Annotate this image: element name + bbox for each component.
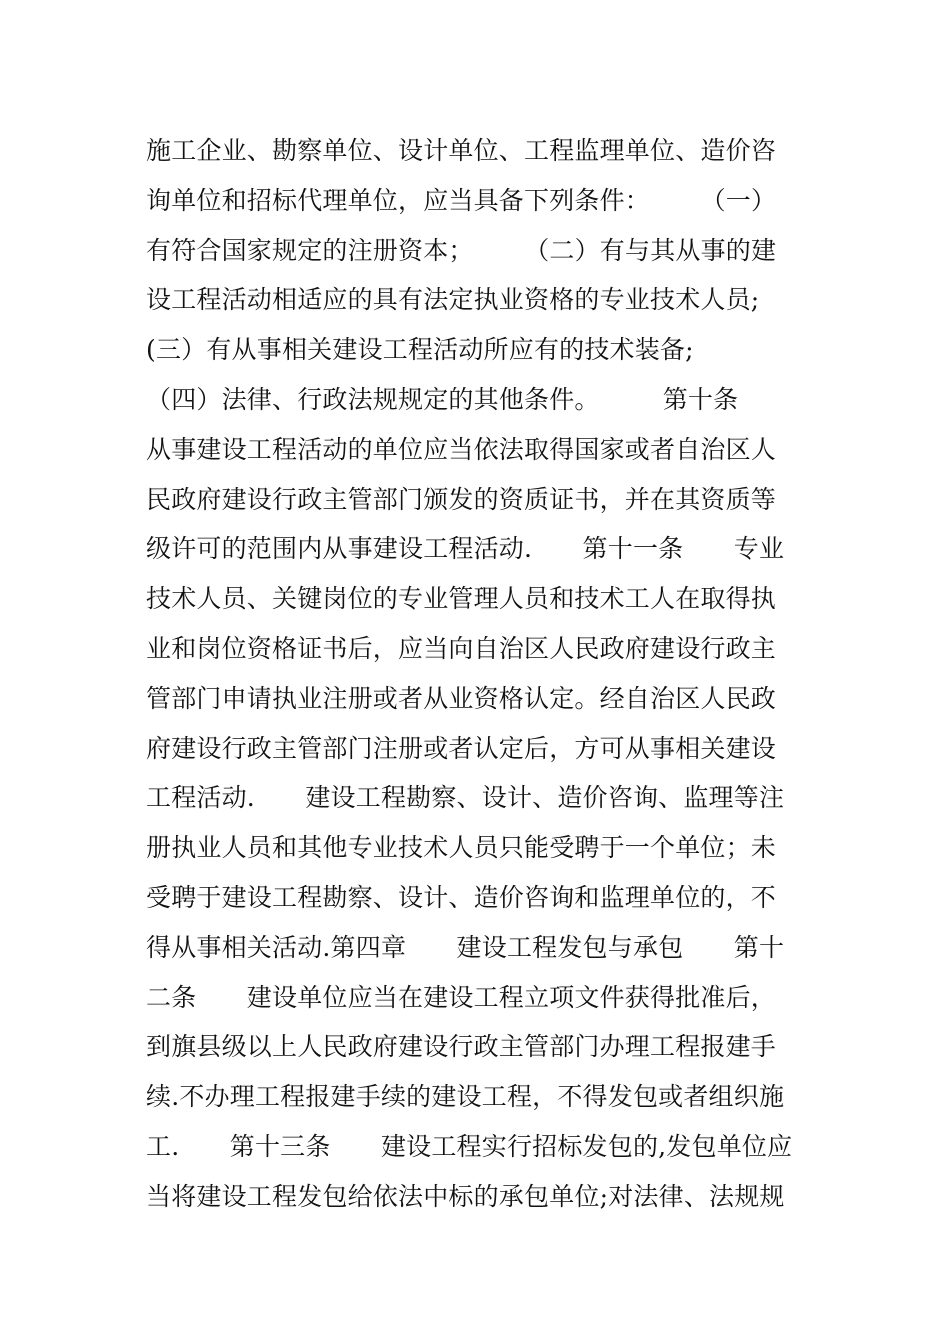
text-line-20: 续.不办理工程报建手续的建设工程，不得发包或者组织施 (146, 1082, 785, 1112)
text-line-2: 询单位和招标代理单位，应当具备下列条件： （一） (146, 185, 777, 215)
text-line-3: 有符合国家规定的注册资本； （二）有与其从事的建 (146, 235, 777, 265)
text-line-7: 从事建设工程活动的单位应当依法取得国家或者自治区人 (146, 434, 777, 464)
text-line-12: 管部门申请执业注册或者从业资格认定。经自治区人民政 (146, 683, 777, 713)
text-line-8: 民政府建设行政主管部门颁发的资质证书，并在其资质等 (146, 484, 777, 514)
text-line-18: 二条 建设单位应当在建设工程立项文件获得批准后， (146, 982, 777, 1012)
text-line-19: 到旗县级以上人民政府建设行政主管部门办理工程报建手 (146, 1032, 777, 1062)
text-line-13: 府建设行政主管部门注册或者认定后，方可从事相关建设 (146, 733, 777, 763)
text-line-4: 设工程活动相适应的具有法定执业资格的专业技术人员; (146, 285, 760, 315)
text-line-15: 册执业人员和其他专业技术人员只能受聘于一个单位；未 (146, 833, 777, 863)
text-line-9: 级许可的范围内从事建设工程活动. 第十一条 专业 (146, 534, 785, 564)
body-text (146, 126, 826, 1222)
text-line-17: 得从事相关活动.第四章 建设工程发包与承包 第十 (146, 932, 785, 962)
text-line-16: 受聘于建设工程勘察、设计、造价咨询和监理单位的，不 (146, 882, 777, 912)
text-line-5: (三）有从事相关建设工程活动所应有的技术装备; (146, 335, 694, 365)
text-line-21: 工. 第十三条 建设工程实行招标发包的,发包单位应 (146, 1131, 793, 1161)
text-line-10: 技术人员、关键岗位的专业管理人员和技术工人在取得执 (146, 584, 777, 614)
text-line-11: 业和岗位资格证书后，应当向自治区人民政府建设行政主 (146, 633, 777, 663)
text-line-22: 当将建设工程发包给依法中标的承包单位;对法律、法规规 (146, 1181, 785, 1211)
text-line-1: 施工企业、勘察单位、设计单位、工程监理单位、造价咨 (146, 136, 777, 165)
text-line-6: （四）法律、行政法规规定的其他条件。 第十条 (146, 384, 739, 414)
text-line-14: 工程活动. 建设工程勘察、设计、造价咨询、监理等注 (146, 783, 785, 813)
